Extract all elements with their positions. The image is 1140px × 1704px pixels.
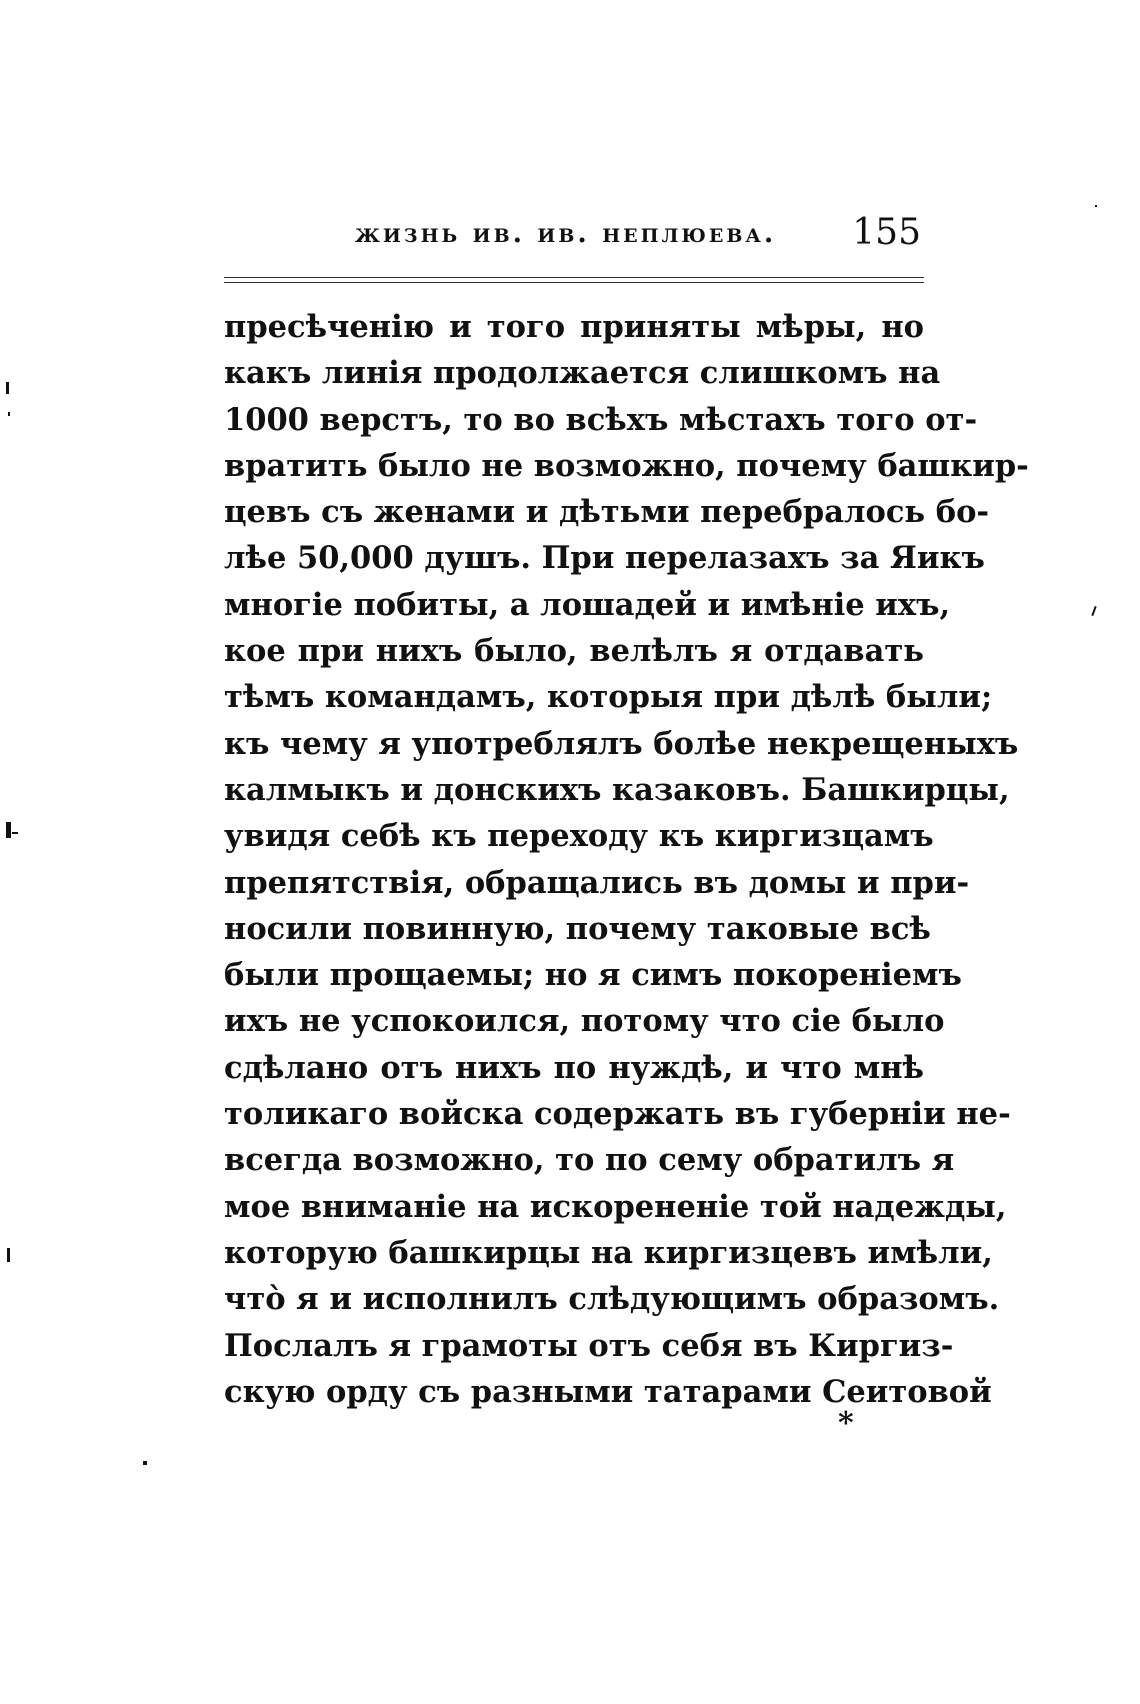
scan-speck bbox=[1095, 205, 1097, 207]
text-line: Послалъ я грамоты отъ себя въ Киргиз- bbox=[224, 1327, 954, 1364]
text-line: носили повинную, почему таковые всѣ bbox=[224, 910, 931, 947]
text-line: увидя себѣ къ переходу къ киргизцамъ bbox=[224, 818, 934, 855]
text-line: всегда возможно, то по сему обратилъ я bbox=[224, 1142, 955, 1179]
text-line: толикаго войска содержать въ губерніи не- bbox=[224, 1096, 1011, 1133]
scan-speck bbox=[1091, 606, 1096, 616]
text-line: калмыкъ и донскихъ казаковъ. Башкирцы, bbox=[224, 771, 1010, 808]
running-title: жизнь ив. ив. неплюева. bbox=[355, 218, 777, 249]
text-line: мое вниманіе на искорененіе той надежды, bbox=[224, 1188, 1007, 1225]
text-line: скую орду съ разными татарами Сеитовой bbox=[224, 1373, 992, 1410]
header-rule bbox=[224, 277, 924, 283]
text-line: многіе побиты, а лошадей и имѣніе ихъ, bbox=[224, 586, 951, 623]
text-line: къ чему я употреблялъ болѣе некрещеныхъ bbox=[224, 725, 1019, 762]
text-line: сдѣлано отъ нихъ по нуждѣ, и что мнѣ bbox=[224, 1049, 924, 1086]
text-line: цевъ съ женами и дѣтьми перебралось бо- bbox=[224, 494, 990, 531]
text-line: кое при нихъ было, велѣлъ я отдавать bbox=[224, 633, 924, 670]
text-line: пресѣченію и того приняты мѣры, но bbox=[224, 309, 924, 345]
scan-speck bbox=[8, 412, 10, 416]
body-text bbox=[224, 304, 1029, 1415]
text-line: тѣмъ командамъ, которыя при дѣлѣ были; bbox=[224, 679, 993, 716]
scan-speck bbox=[6, 382, 9, 394]
text-line: вратить было не возможно, почему башкир- bbox=[224, 447, 1029, 484]
text-line: какъ линія продолжается слишкомъ на bbox=[224, 355, 941, 392]
text-line: которую башкирцы на киргизцевъ имѣли, bbox=[224, 1234, 993, 1271]
scan-speck bbox=[6, 822, 11, 838]
text-line: 1000 верстъ, то во всѣхъ мѣстахъ того от- bbox=[224, 401, 978, 438]
text-line: были прощаемы; но я симъ покореніемъ bbox=[224, 957, 962, 994]
page-number: 155 bbox=[852, 212, 921, 253]
signature-mark: * bbox=[838, 1406, 854, 1441]
scan-speck bbox=[7, 1248, 10, 1262]
text-line: что̀ я и исполнилъ слѣдующимъ образомъ. bbox=[224, 1281, 1000, 1318]
text-line: препятствія, обращались въ домы и при- bbox=[224, 864, 970, 901]
text-line: ихъ не успокоился, потому что сіе было bbox=[224, 1003, 945, 1040]
scan-speck bbox=[12, 832, 18, 834]
scan-speck bbox=[143, 1461, 147, 1465]
running-head bbox=[227, 212, 925, 260]
text-line: лѣе 50,000 душъ. При перелазахъ за Яикъ bbox=[224, 540, 985, 577]
